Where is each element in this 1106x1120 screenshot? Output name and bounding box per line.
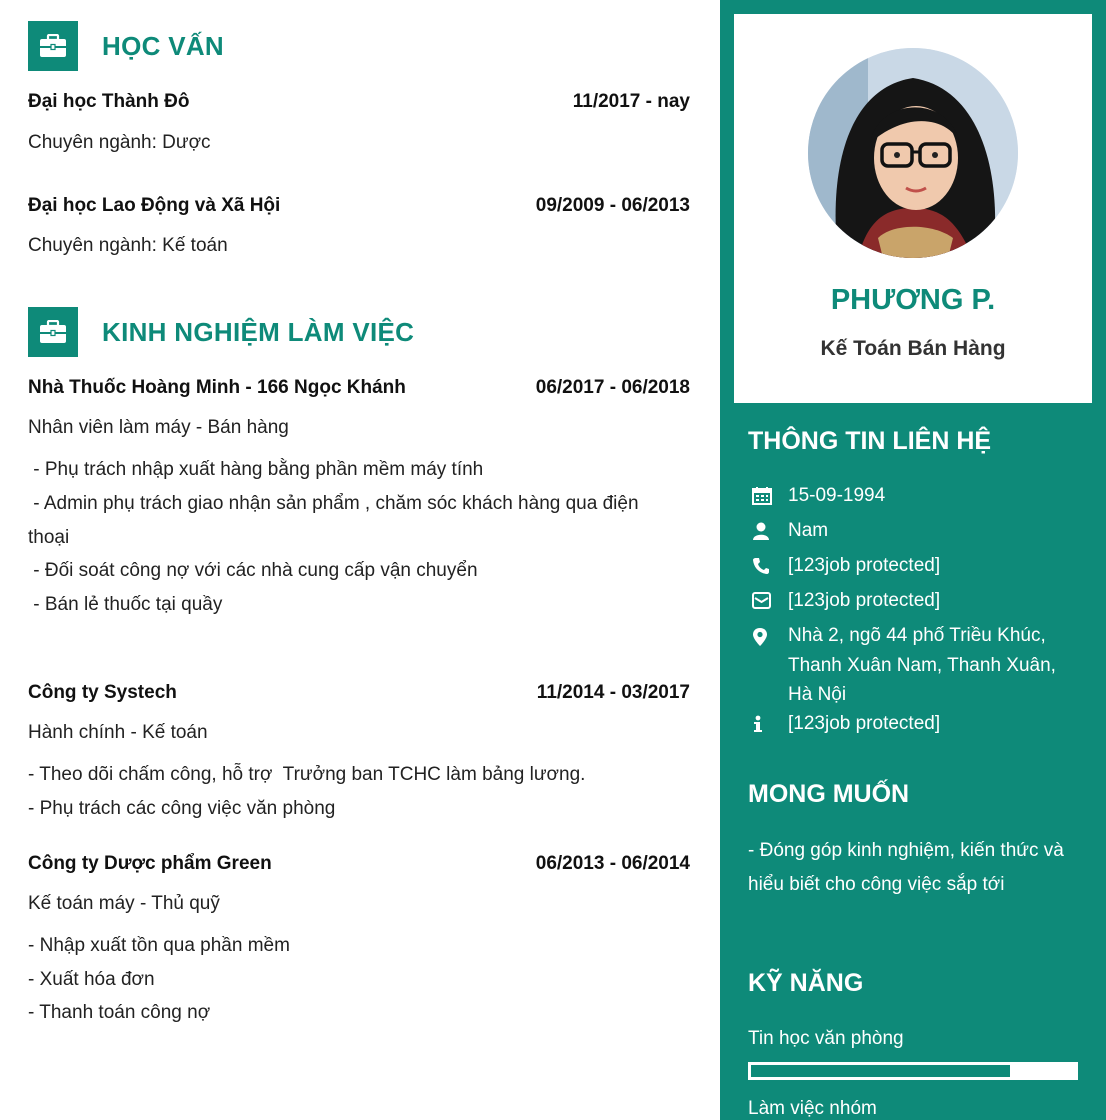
experience-position: Kế toán máy - Thủ quỹ: [28, 893, 220, 914]
profile-job-title: Kế Toán Bán Hàng: [820, 337, 1006, 360]
education-period: 11/2017 - nay: [572, 91, 690, 112]
skill-name: Làm việc nhóm: [748, 1098, 877, 1119]
address-text: Nhà 2, ngõ 44 phố Triều Khúc, Thanh Xuân Nam, Thanh Xuân, Hà Nội: [788, 625, 1056, 705]
experience-duty: - Admin phụ trách giao nhận sản phẩm , chăm sóc khách hàng qua điện: [28, 493, 639, 514]
skills-heading: KỸ NĂNG: [748, 969, 864, 997]
education-period: 09/2009 - 06/2013: [535, 195, 690, 216]
envelope-icon: [752, 586, 788, 616]
experience-period: 06/2017 - 06/2018: [535, 377, 690, 398]
education-major: Chuyên ngành: Kế toán: [28, 235, 228, 256]
profile-card: [734, 14, 1092, 403]
education-school: Đại học Thành Đô: [28, 91, 190, 112]
contact-heading: THÔNG TIN LIÊN HỆ: [748, 427, 992, 455]
experience-period: 11/2014 - 03/2017: [536, 682, 690, 703]
experience-duty: - Theo dõi chấm công, hỗ trợ Trưởng ban TCHC làm bảng lương.: [28, 764, 586, 785]
profile-name: PHƯƠNG P.: [830, 284, 996, 316]
contact-email[interactable]: [752, 586, 1082, 616]
briefcase-icon: [28, 307, 78, 357]
skill-name: Tin học văn phòng: [748, 1028, 904, 1049]
calendar-icon: [752, 481, 788, 511]
user-icon: [752, 516, 788, 546]
info-icon: [752, 709, 788, 739]
experience-company: Nhà Thuốc Hoàng Minh - 166 Ngọc Khánh: [28, 377, 406, 398]
experience-duty: - Bán lẻ thuốc tại quầy: [28, 594, 223, 615]
skill-level-bar: [748, 1062, 1078, 1080]
experience-position: Hành chính - Kế toán: [28, 722, 208, 743]
phone-icon: [752, 551, 788, 581]
experience-company: Công ty Systech: [28, 682, 177, 703]
education-major: Chuyên ngành: Dược: [28, 132, 211, 153]
skill-level-fill: [751, 1065, 1010, 1077]
avatar: [808, 48, 1018, 258]
info-text[interactable]: [123job protected]: [788, 713, 941, 734]
experience-duty: - Xuất hóa đơn: [28, 969, 155, 990]
gender-text: Nam: [788, 520, 829, 541]
email-text[interactable]: [123job protected]: [788, 590, 941, 611]
contact-gender: [752, 516, 1082, 546]
contact-birthday: [752, 481, 1082, 511]
education-title: HỌC VẤN: [102, 30, 224, 61]
experience-duty: - Phụ trách nhập xuất hàng bằng phần mềm máy tính: [28, 459, 484, 480]
contact-info[interactable]: [752, 709, 1082, 739]
experience-duty: thoại: [28, 527, 70, 548]
phone-text[interactable]: [123job protected]: [788, 555, 941, 576]
experience-duty: - Thanh toán công nợ: [28, 1002, 211, 1023]
experience-duty: - Nhập xuất tồn qua phần mềm: [28, 935, 290, 956]
experience-position: Nhân viên làm máy - Bán hàng: [28, 417, 289, 438]
experience-period: 06/2013 - 06/2014: [535, 853, 690, 874]
contact-phone[interactable]: [752, 551, 1082, 581]
experience-duty: - Phụ trách các công việc văn phòng: [28, 798, 336, 819]
education-school: Đại học Lao Động và Xã Hội: [28, 195, 281, 216]
experience-duty: - Đối soát công nợ với các nhà cung cấp vận chuyển: [28, 560, 478, 581]
map-pin-icon: [752, 621, 788, 710]
experience-title: KINH NGHIỆM LÀM VIỆC: [102, 316, 415, 347]
education-header: [28, 20, 224, 72]
briefcase-icon: [28, 21, 78, 71]
experience-company: Công ty Dược phẩm Green: [28, 853, 272, 874]
sidebar: [720, 0, 1106, 1120]
birthday-text: 15-09-1994: [788, 485, 886, 506]
wishes-text: - Đóng góp kinh nghiệm, kiến thức và hiểu biết cho công việc sắp tới: [748, 840, 1064, 895]
contact-address: [752, 621, 1082, 710]
wishes-heading: MONG MUỐN: [748, 780, 910, 808]
experience-header: [28, 306, 414, 358]
